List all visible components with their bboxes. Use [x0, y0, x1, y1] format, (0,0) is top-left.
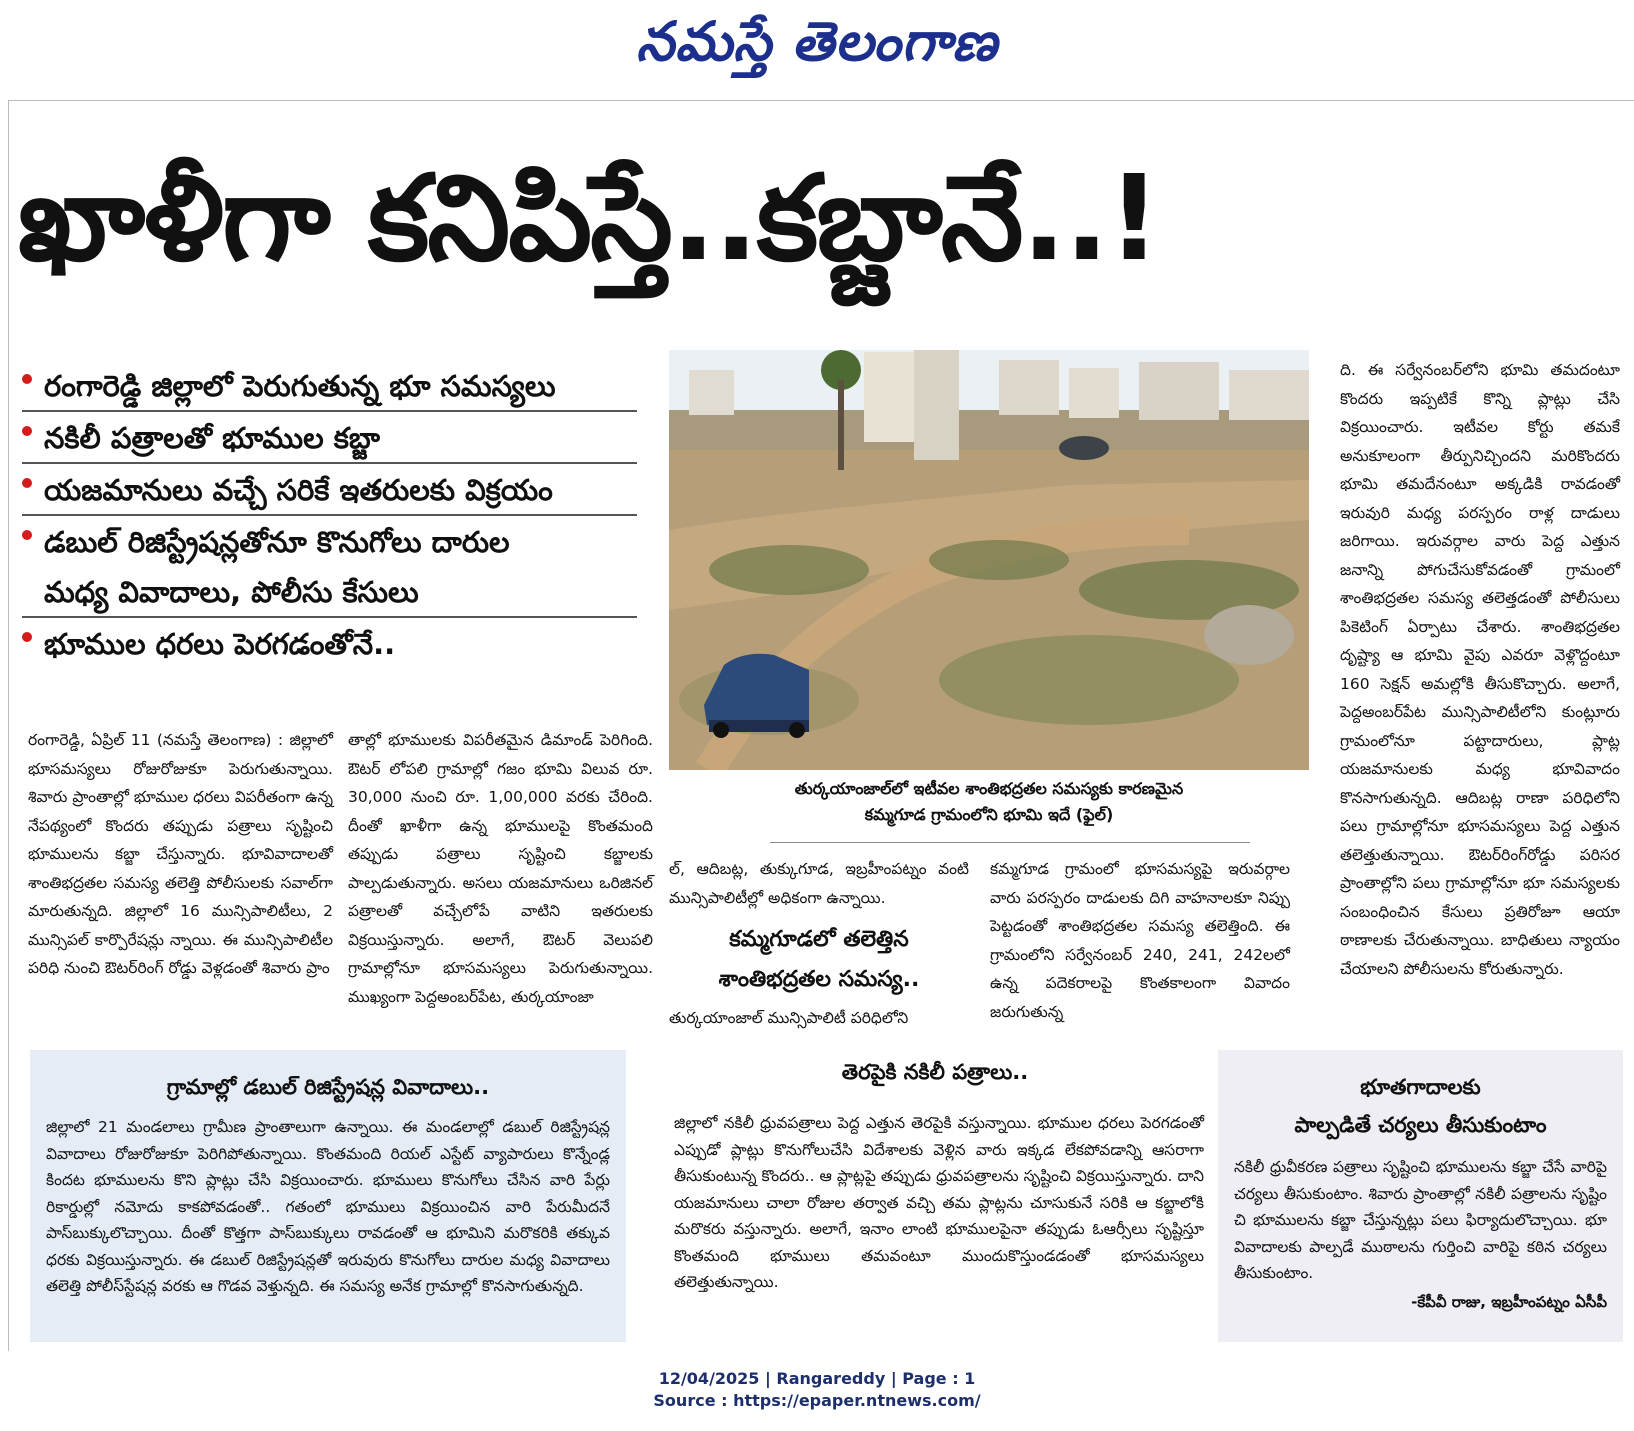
- quote-signature: -కేపీవీ రాజు, ఇబ్రహీంపట్నం ఏసీపీ: [1411, 1292, 1607, 1311]
- paragraph: తాల్లో భూములకు విపరీతమైన డిమాండ్ పెరిగింది. ఔటర్ లోపలి గ్రామాల్లో గజం భూమి విలువ రూ. 30,000 నుంచి రూ. 1,00,000 వరకు చేరింది. దీంతో ఖాళీగా ఉన్న భూములపై కొంతమంది తప్పుడు పత్రాలు సృష్టించి కబ్జాలకు పాల్పడుతున్నారు. అసలు యజమానులు ఒరిజినల్ పత్రాలతో వచ్చేలోపే వాటిని ఇతరులకు విక్రయిస్తున్నారు. అలాగే, ఔటర్ వెలుపలి గ్రామాల్లోనూ భూసమస్యలు పెరుగుతున్నాయి. ముఖ్యంగా పెద్దఅంబర్‌పేట, తుర్కయాంజా: [348, 731, 653, 1006]
- paragraph: ల్, ఆదిబట్ల, తుక్కుగూడ, ఇబ్రహీంపట్నం వంటి మున్సిపాలిటీల్లో అధికంగా ఉన్నాయి.: [669, 860, 969, 907]
- bullet-item: [22, 412, 637, 464]
- section-subhead: [669, 920, 969, 1000]
- bullet-item: [22, 360, 637, 412]
- footer-date-line: 12/04/2025 | Rangareddy | Page : 1: [658, 1369, 976, 1388]
- bullet-item-continued: [22, 566, 637, 618]
- article-column-4: [990, 855, 1290, 1026]
- bullet-text: నకిలీ పత్రాలతో భూముల కబ్జా: [44, 421, 380, 455]
- sidebar-box-double-registration: [30, 1050, 626, 1342]
- page-footer: [0, 1368, 1634, 1412]
- box-body-fake-documents: జిల్లాలో నకిలీ ధ్రువపత్రాలు పెద్ద ఎత్తున తెరపైకి వస్తున్నాయి. భూముల ధరలు పెరగడంతో ఎప్పుడో ప్లాట్లు కొనుగోలుచేసి విదేశాలకు వెళ్లిన వారు ఇక్కడ లేకపోవడాన్ని ఆసరాగా తీసుకుంటున్న కొందరు.. ఆ ప్లాట్లపై తప్పుడు ధ్రువపత్రాలను సృష్టించి విక్రయిస్తున్నారు. దాని యజమానులు చాలా రోజుల తర్వాత వచ్చి తమ ప్లాట్లను చూసుకునే సరికి ఆ కబ్జాలోకి మరొకరు వస్తున్నారు. అలాగే, ఇనాం లాంటి భూములపైనా తప్పుడు ఓఆర్సీలు సృష్టిస్తూ కొంతమంది భూములు తమవంటూ ముందుకొస్తుండడంతో భూసమస్యలు తలెత్తుతున్నాయి.: [674, 1114, 1204, 1291]
- paragraph: కమ్మగూడ గ్రామంలో భూసమస్యపై ఇరువర్గాల వారు పరస్పరం దాడులకు దిగి వాహనాలకూ నిప్పు పెట్టడంతో శాంతిభద్రతల సమస్య తలెత్తింది. ఈ గ్రామంలోని సర్వేనంబర్ 240, 241, 242లలో ఉన్న పదెకరాలపై కొంతకాలంగా వివాదం జరుగుతున్న: [990, 860, 1290, 1021]
- bullet-dot-icon: [22, 426, 32, 436]
- box-title: [1218, 1050, 1623, 1144]
- bullet-text: మధ్య వివాదాలు, పోలీసు కేసులు: [44, 575, 419, 609]
- subhead-line: శాంతిభద్రతల సమస్య..: [718, 967, 920, 992]
- caption-line: కమ్మగూడ గ్రామంలోని భూమి ఇదే (ఫైల్): [864, 805, 1114, 824]
- sidebar-box-police-quote: [1218, 1050, 1623, 1342]
- land-photo: [669, 350, 1309, 770]
- bullet-text: రంగారెడ్డి జిల్లాలో పెరుగుతున్న భూ సమస్యలు: [44, 369, 556, 403]
- box-body: జిల్లాలో 21 మండలాలు గ్రామీణ ప్రాంతాలుగా ఉన్నాయి. ఈ మండలాల్లో డబుల్ రిజిస్ట్రేషన్ల వివాదాలు రోజురోజుకూ పెరిగిపోతున్నాయి. కొంతమంది రియల్ ఎస్టేట్ వ్యాపారులు కొన్నేండ్ల కిందట భూములను కొని ప్లాట్లు చేసి విక్రయించారు. భూములు కొనుగోలు చేసిన వారి పేర్లు రికార్డుల్లో నమోదు కాకపోవడంతో.. గతంలో భూములు విక్రయించిన వారి పేరుమీదనే పాస్‌బుక్కులొచ్చాయి. దీంతో కొత్తగా పాస్‌బుక్కులు రావడంతో ఆ భూమిని మరొకరికి తక్కువ ధరకు విక్రయిస్తున్నారు. ఈ డబుల్ రిజిస్ట్రేషన్లతో ఇరువురు కొనుగోలు దారుల మధ్య వివాదాలు తలెత్తి పోలీస్‌స్టేషన్ల వరకు ఆ గొడవ వెళ్తున్నది. ఈ సమస్య అనేక గ్రామాల్లో కొనసాగుతున్నది.: [46, 1118, 610, 1295]
- bullet-item: [22, 618, 637, 668]
- caption-divider: [770, 842, 1250, 843]
- headline: ఖాళీగా కనిపిస్తే..కబ్జానే..!: [18, 149, 1160, 287]
- article-column-2: [348, 726, 653, 1011]
- bullet-dot-icon: [22, 374, 32, 384]
- box-title-line: పాల్పడితే చర్యలు తీసుకుంటాం: [1294, 1113, 1547, 1137]
- article-column-1: [28, 726, 333, 983]
- bullet-item: [22, 464, 637, 516]
- article-column-5: [1340, 356, 1620, 983]
- bullet-list: [22, 360, 637, 668]
- photo-caption: [669, 776, 1309, 828]
- bullet-dot-icon: [22, 632, 32, 642]
- paragraph: ది. ఈ సర్వేనంబర్‌లోని భూమి తమదంటూ కొందరు ఇప్పటికే కొన్ని ప్లాట్లు చేసి విక్రయించారు. ఇటీవల కోర్టు తమకే అనుకూలంగా తీర్పునిచ్చిందని మరికొందరు భూమి తమదేనంటూ అక్కడికి రావడంతో ఇరువురి మధ్య పరస్పరం రాళ్ల దాడులు జరిగాయి. ఇరువర్గాల వారు పెద్ద ఎత్తున జనాన్ని పోగుచేసుకోవడంతో గ్రామంలో శాంతిభద్రతల సమస్య తలెత్తడంతో పోలీసులు పికెటింగ్ ఏర్పాటు చేశారు. శాంతిభద్రతల దృష్ట్యా ఆ భూమి వైపు ఎవరూ వెళ్లొద్దంటూ 160 సెక్షన్ అమల్లోకి తీసుకొచ్చారు. అలాగే, పెద్దఅంబర్‌పేట మున్సిపాలిటీలోని కుంట్లూరు గ్రామంలోనూ పట్టాదారులు, ప్లాట్ల యజమానులకు మధ్య భూవివాదం కొనసాగుతున్నది. ఆదిబట్ల రాణా పరిధిలోని పలు గ్రామాల్లోనూ భూసమస్యలు పెద్ద ఎత్తున తలెత్తుతున్నాయి. ఔటర్‌రింగ్‌రోడ్డు పరిసర ప్రాంతాల్లోని పలు గ్రామాల్లోనూ భూ సమస్యలకు సంబంధించిన కేసులు ప్రతిరోజూ ఆయా ఠాణాలకు చేరుతున్నాయి. బాధితులు న్యాయం చేయాలని పోలీసులను కోరుతున్నారు.: [1340, 361, 1620, 978]
- box-title: గ్రామాల్లో డబుల్ రిజిస్ట్రేషన్ల వివాదాలు..: [166, 1075, 490, 1099]
- bullet-text: భూముల ధరలు పెరగడంతోనే..: [44, 627, 396, 661]
- paragraph: తుర్కయాంజాల్ మున్సిపాలిటీ పరిధిలోని: [669, 1009, 909, 1027]
- caption-line: తుర్కయాంజాల్‌లో ఇటీవల శాంతిభద్రతల సమస్యకు కారణమైన: [794, 779, 1184, 798]
- bullet-text: యజమానులు వచ్చే సరికే ఇతరులకు విక్రయం: [44, 473, 553, 507]
- bullet-text: డబుల్ రిజిస్ట్రేషన్లతోనూ కొనుగోలు దారుల: [44, 525, 510, 559]
- masthead-logo: నమస్తే తెలంగాణ: [636, 10, 998, 73]
- footer-source-line: Source : https://epaper.ntnews.com/: [653, 1391, 981, 1410]
- bullet-item: [22, 516, 637, 566]
- box-title-line: భూతగాదాలకు: [1360, 1075, 1481, 1099]
- article-column-3-tail: [669, 1004, 969, 1033]
- land-photo-illustration: [669, 350, 1309, 770]
- paragraph: రంగారెడ్డి, ఏప్రిల్ 11 (నమస్తే తెలంగాణ) : జిల్లాలో భూసమస్యలు రోజురోజుకూ పెరుగుతున్నాయి. శివారు ప్రాంతాల్లో భూముల ధరలు విపరీతంగా ఉన్న నేపథ్యంలో కొందరు తప్పుడు పత్రాలు సృష్టించి భూములను కబ్జా చేస్తున్నారు. భూవివాదాలతో శాంతిభద్రతల సమస్య తలెత్తి పోలీసులకు సవాల్‌గా మారుతున్నది. జిల్లాలో 16 మున్సిపాలిటీలు, 2 మున్సిపల్ కార్పొరేషన్లు న్నాయి. ఈ మున్సిపాలిటీల పరిధి నుంచి ఔటర్‌రింగ్ రోడ్డు వెళ్లడంతో శివారు ప్రాం: [28, 731, 333, 977]
- article-column-3: [669, 855, 969, 912]
- box-body: నకిలీ ధ్రువీకరణ పత్రాలు సృష్టించి భూములను కబ్జా చేసే వారిపై చర్యలు తీసుకుంటాం. శివారు ప్రాంతాల్లో నకిలీ పత్రాలను సృష్టిం చి భూములను కబ్జా చేస్తున్నట్లు పలు ఫిర్యాదులొచ్చాయి. భూ వివాదాలకు పాల్పడే ముఠాలను గుర్తించి వారిపై కఠిన చర్యలు తీసుకుంటాం.: [1234, 1158, 1607, 1282]
- subhead-line: కమ్మగూడలో తలెత్తిన: [729, 927, 909, 952]
- bullet-dot-icon: [22, 478, 32, 488]
- box-title-fake-documents: తెరపైకి నకిలీ పత్రాలు..: [841, 1060, 1029, 1084]
- bullet-dot-icon: [22, 530, 32, 540]
